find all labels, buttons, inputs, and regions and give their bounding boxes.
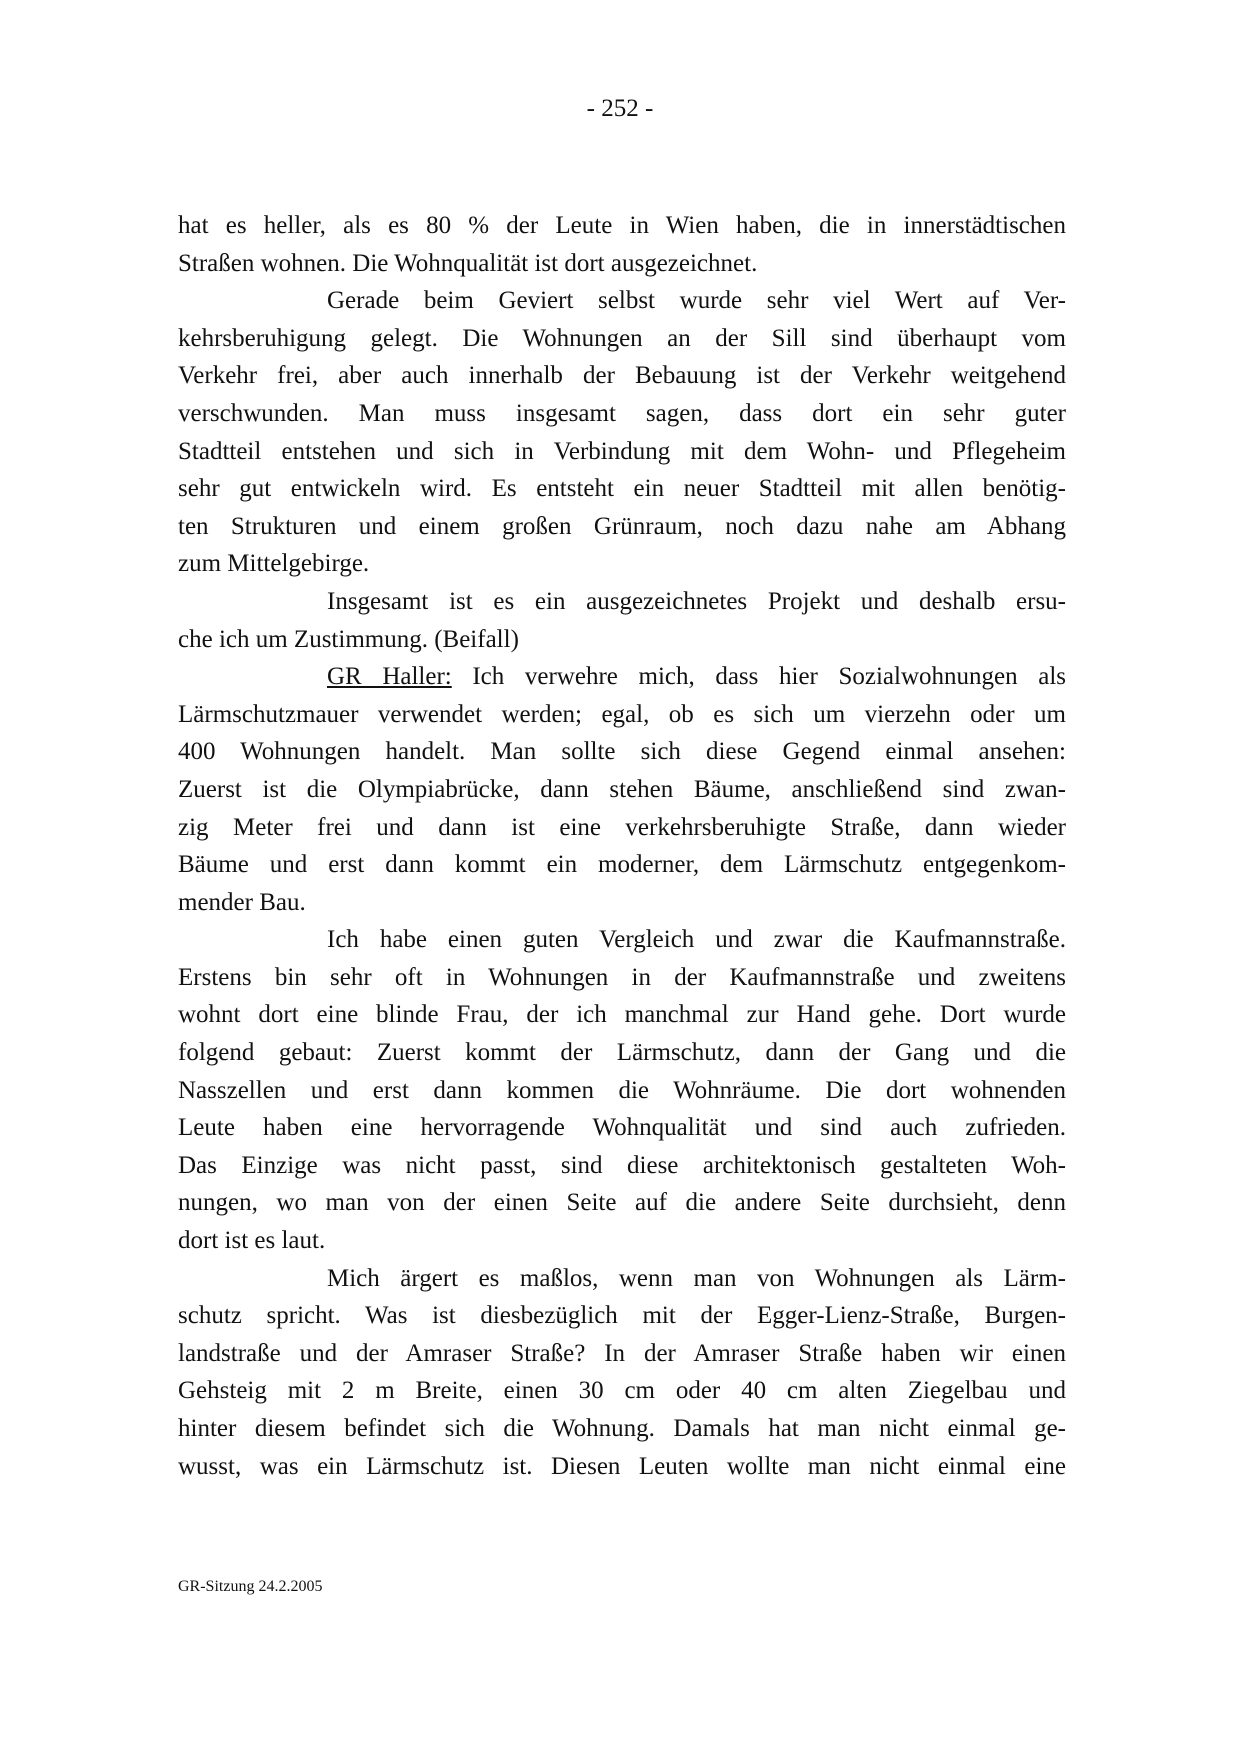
text-line: Straßen wohnen. Die Wohnqualität ist dort ausgezeichnet.	[178, 249, 758, 277]
text-line: Ich habe einen guten Vergleich und zwar die Kaufmannstraße.	[327, 926, 1066, 954]
text-line: landstraße und der Amraser Straße? In der Amraser Straße haben wir einen	[178, 1339, 1066, 1367]
text-line: wohnt dort eine blinde Frau, der ich manchmal zur Hand gehe. Dort wurde	[178, 1001, 1066, 1029]
text-line: sehr gut entwickeln wird. Es entsteht ein neuer Stadtteil mit allen benötig-	[178, 475, 1066, 503]
text-line: zig Meter frei und dann ist eine verkehrsberuhigte Straße, dann wieder	[178, 813, 1066, 841]
body-text	[178, 207, 1066, 1485]
text-line: nungen, wo man von der einen Seite auf die andere Seite durchsieht, denn	[178, 1189, 1066, 1217]
text-line: 400 Wohnungen handelt. Man sollte sich diese Gegend einmal ansehen:	[178, 738, 1066, 766]
text-line: Stadtteil entstehen und sich in Verbindung mit dem Wohn- und Pflegeheim	[178, 437, 1066, 465]
text-line: Zuerst ist die Olympiabrücke, dann stehen Bäume, anschließend sind zwan-	[178, 775, 1066, 803]
text-line: Verkehr frei, aber auch innerhalb der Bebauung ist der Verkehr weitgehend	[178, 362, 1066, 390]
page-number: - 252 -	[586, 95, 654, 122]
text-line: Erstens bin sehr oft in Wohnungen in der Kaufmannstraße und zweitens	[178, 963, 1066, 991]
footer-session-date: GR-Sitzung 24.2.2005	[178, 1578, 323, 1595]
text-line: Mich ärgert es maßlos, wenn man von Wohnungen als Lärm-	[327, 1264, 1066, 1292]
speaker-statement: Ich verwehre mich, dass hier Sozialwohnungen als	[472, 663, 1066, 691]
text-line: Gehsteig mit 2 m Breite, einen 30 cm oder 40 cm alten Ziegelbau und	[178, 1377, 1066, 1405]
text-line: Lärmschutzmauer verwendet werden; egal, ob es sich um vierzehn oder um	[178, 700, 1066, 728]
text-line: hinter diesem befindet sich die Wohnung. Damals hat man nicht einmal ge-	[178, 1415, 1066, 1442]
speaker-line	[178, 658, 1066, 696]
text-line: hat es heller, als es 80 % der Leute in Wien haben, die in innerstädtischen	[178, 212, 1066, 239]
text-line: Insgesamt ist es ein ausgezeichnetes Projekt und deshalb ersu-	[327, 587, 1066, 615]
speaker-name: GR Haller:	[327, 663, 452, 691]
text-line: mender Bau.	[178, 888, 306, 916]
text-line: kehrsberuhigung gelegt. Die Wohnungen an der Sill sind überhaupt vom	[178, 324, 1066, 352]
text-line: Das Einzige was nicht passt, sind diese architektonisch gestalteten Woh-	[178, 1151, 1066, 1179]
text-line: dort ist es laut.	[178, 1227, 326, 1255]
text-line: verschwunden. Man muss insgesamt sagen, dass dort ein sehr guter	[178, 399, 1066, 427]
text-line: Nasszellen und erst dann kommen die Wohnräume. Die dort wohnenden	[178, 1076, 1066, 1104]
text-line: folgend gebaut: Zuerst kommt der Lärmschutz, dann der Gang und die	[178, 1039, 1066, 1067]
text-line: schutz spricht. Was ist diesbezüglich mit der Egger-Lienz-Straße, Burgen-	[178, 1302, 1066, 1330]
text-line: che ich um Zustimmung. (Beifall)	[178, 625, 519, 653]
text-line: Leute haben eine hervorragende Wohnqualität und sind auch zufrieden.	[178, 1114, 1066, 1142]
text-line: ten Strukturen und einem großen Grünraum, noch dazu nahe am Abhang	[178, 512, 1066, 540]
text-line: zum Mittelgebirge.	[178, 550, 370, 578]
text-line: wusst, was ein Lärmschutz ist. Diesen Leuten wollte man nicht einmal eine	[178, 1452, 1066, 1480]
text-line: Gerade beim Geviert selbst wurde sehr viel Wert auf Ver-	[327, 287, 1066, 315]
text-line: Bäume und erst dann kommt ein moderner, dem Lärmschutz entgegenkom-	[178, 851, 1066, 879]
